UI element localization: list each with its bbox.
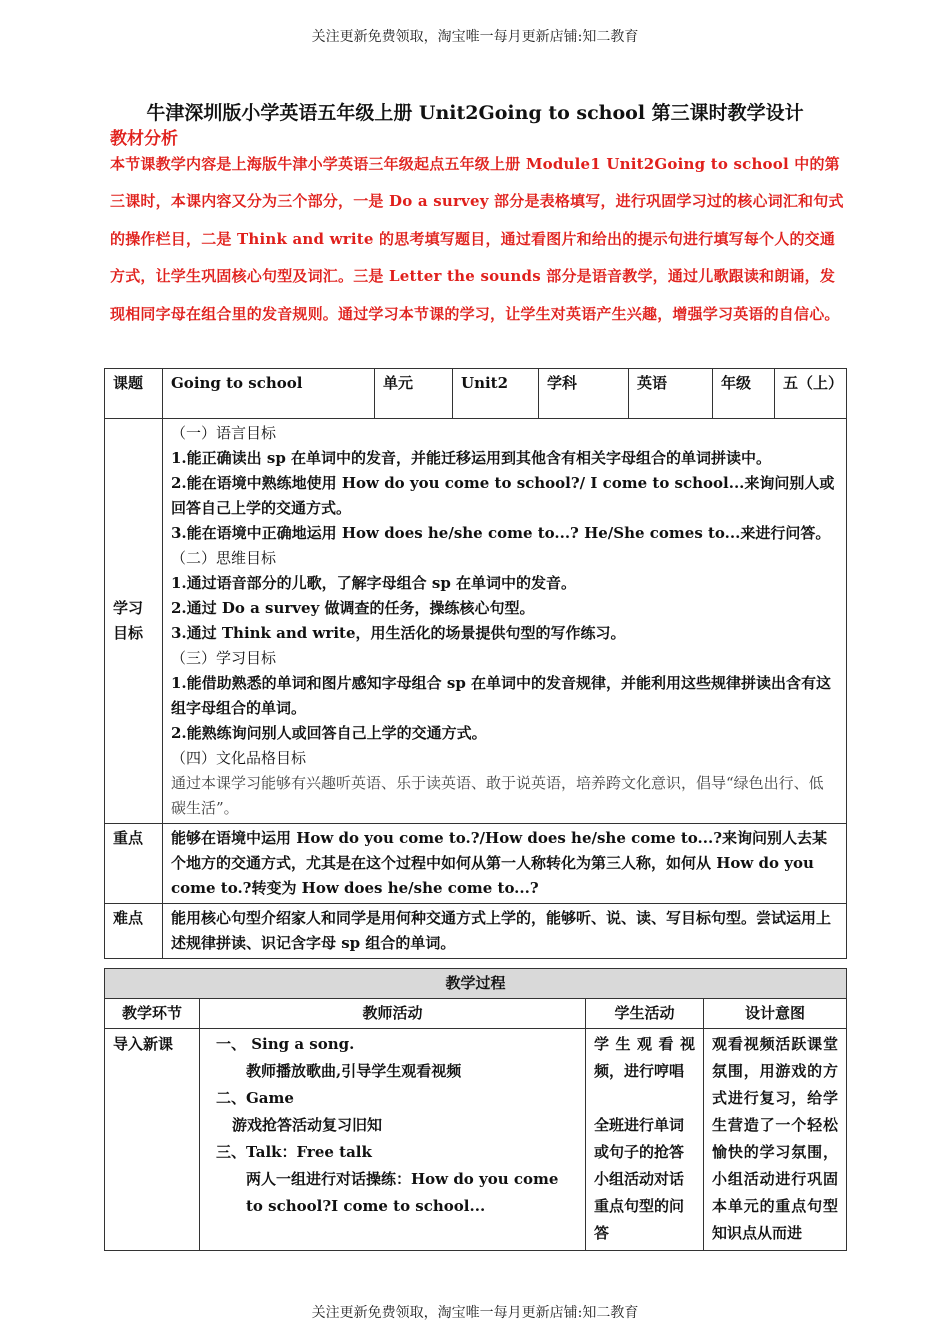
objective-heading: （一）语言目标 [171, 424, 277, 442]
objective-item: 3.能在语境中正确地运用 How does he/she come to...? He/She comes to...来进行问答。 [171, 524, 831, 542]
teacher-activity-cell [200, 1029, 586, 1251]
teacher-step-detail: 游戏抢答活动复习旧知 [232, 1116, 383, 1134]
subject-value: 英语 [629, 369, 713, 419]
key-label: 重点 [105, 824, 163, 904]
process-title: 教学过程 [105, 969, 847, 999]
document-title: 牛津深圳版小学英语五年级上册 Unit2Going to school 第三课时教学设计 [146, 102, 804, 124]
page-footer: 关注更新免费领取，淘宝唯一每月更新店铺:知二教育 [311, 1305, 639, 1321]
difficulty-label: 难点 [105, 904, 163, 959]
stage-cell: 导入新课 [105, 1029, 200, 1251]
key-content: 能够在语境中运用 How do you come to.?/How does he/she come to...?来询问别人去某个地方的交通方式，尤其是在这个过程中如何从第一人称转化为第三人称，如何从 How do you come to.?转变为 How does he/she come to...? [163, 824, 847, 904]
unit-value: Unit2 [453, 369, 539, 419]
grade-value: 五（上） [775, 369, 847, 419]
unit-label: 单元 [375, 369, 453, 419]
objective-heading: （四）文化品格目标 [171, 749, 307, 767]
objective-item: 2.能熟练询问别人或回答自己上学的交通方式。 [171, 724, 487, 742]
objective-item: 3.通过 Think and write，用生活化的场景提供句型的写作练习。 [171, 624, 626, 642]
teacher-step: 二、Game [216, 1089, 294, 1107]
objective-item: 1.通过语音部分的儿歌，了解字母组合 sp 在单词中的发音。 [171, 574, 577, 592]
student-activity: 全班进行单词或句子的抢答小组活动对话重点句型的问答 [594, 1116, 685, 1242]
grade-label: 年级 [713, 369, 775, 419]
objective-heading: （三）学习目标 [171, 649, 277, 667]
teacher-step-detail: 两人一组进行对话操练：How do you come to school?I come to school... [246, 1170, 559, 1215]
objective-item: 通过本课学习能够有兴趣听英语、乐于读英语、敢于说英语，培养跨文化意识，倡导“绿色出行、低碳生活”。 [171, 774, 824, 817]
teacher-step: 一、 Sing a song. [216, 1035, 355, 1053]
spacer [594, 1085, 695, 1112]
header-stage: 教学环节 [105, 999, 200, 1029]
header-student: 学生活动 [586, 999, 704, 1029]
objective-item: 2.通过 Do a survey 做调查的任务，操练核心句型。 [171, 599, 535, 617]
objective-heading: （二）思维目标 [171, 549, 277, 567]
header-intent: 设计意图 [704, 999, 847, 1029]
design-intent-cell: 观看视频活跃课堂氛围，用游戏的方式进行复习，给学生营造了一个轻松愉快的学习氛围，小组活动进行巩固本单元的重点句型知识点从而进 [704, 1029, 847, 1251]
objective-item: 1.能借助熟悉的单词和图片感知字母组合 sp 在单词中的发音规律，并能利用这些规律拼读出含有这组字母组合的单词。 [171, 674, 832, 717]
difficulty-content: 能用核心句型介绍家人和同学是用何种交通方式上学的，能够听、说、读、写目标句型。尝试运用上述规律拼读、识记含字母 sp 组合的单词。 [163, 904, 847, 959]
objective-item: 2.能在语境中熟练地使用 How do you come to school?/ I come to school...来询问别人或回答自己上学的交通方式。 [171, 474, 835, 517]
lesson-info-table [104, 368, 847, 959]
topic-label: 课题 [105, 369, 163, 419]
teacher-step-detail: 教师播放歌曲,引导学生观看视频 [246, 1062, 462, 1080]
analysis-text: 本节课教学内容是上海版牛津小学英语三年级起点五年级上册 Module1 Unit2Going to school 中的第三课时，本课内容又分为三个部分，一是 Do a survey 部分是表格填写，进行巩固学习过的核心词汇和句式的操作栏目，二是 Think and write 的思考填写题目，通过看图片和给出的提示句进行填写每个人的交通方式，让学生巩固核心句型及词汇。三是 Letter the sounds 部分是语音教学，通过儿歌跟读和朗诵，发现相同字母在组合里的发音规则。通过学习本节课的学习，让学生对英语产生兴趣，增强学习英语的自信心。 [110, 155, 844, 323]
topic-value: Going to school [163, 369, 375, 419]
teaching-process-table [104, 968, 847, 1251]
objectives-label: 学习目标 [105, 419, 163, 824]
student-activity: 学生观看视频，进行哼唱 [594, 1035, 695, 1080]
objective-item: 1.能正确读出 sp 在单词中的发音，并能迁移运用到其他含有相关字母组合的单词拼读中。 [171, 449, 772, 467]
header-teacher: 教师活动 [200, 999, 586, 1029]
objectives-content [163, 419, 847, 824]
teacher-step: 三、Talk：Free talk [216, 1143, 372, 1161]
student-activity-cell [586, 1029, 704, 1251]
subject-label: 学科 [539, 369, 629, 419]
page-header: 关注更新免费领取，淘宝唯一每月更新店铺:知二教育 [311, 29, 639, 45]
analysis-heading: 教材分析 [110, 129, 178, 149]
